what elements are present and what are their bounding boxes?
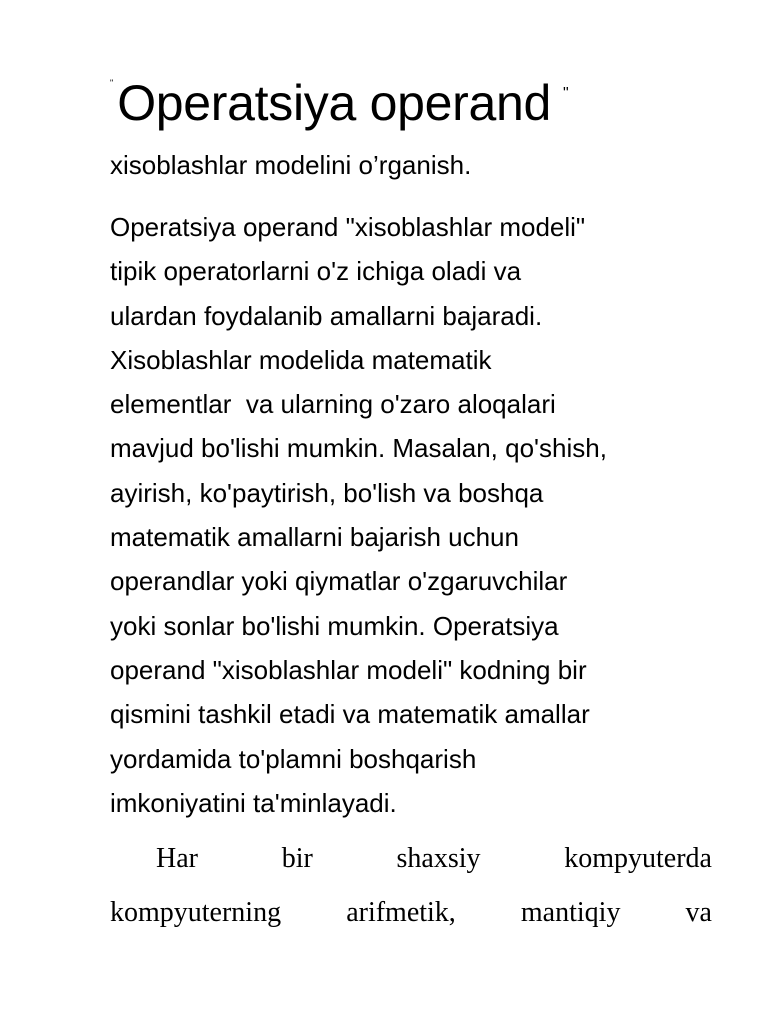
word: shaxsiy [396,843,481,874]
paragraph-line: operand "xisoblashlar modeli" kodning bir [110,654,587,685]
word: Har [156,843,198,874]
title-main: Operatsiya operand [117,75,551,131]
paragraph-line: elementlar va ularning o'zaro aloqalari [110,389,556,420]
paragraph-line: Operatsiya operand "xisoblashlar modeli" [110,212,586,242]
paragraph-line: ulardan foydalanib amallarni bajaradi. [110,300,543,331]
paragraph-line: Xisoblashlar modelida matematik [110,344,492,375]
paragraph-line: qismini tashkil etadi va matematik amallar [110,699,590,730]
paragraph-line: matematik amallarni bajarish uchun [110,522,519,553]
page-subtitle: xisoblashlar modelini o’rganish. [110,150,472,180]
justified-line [110,886,712,940]
paragraph-line: ayirish, ko'paytirish, bo'lish va boshqa [110,477,544,508]
justified-paragraph [110,832,712,940]
paragraph-line: yordamida to'plamni boshqarish [110,743,477,774]
justified-line [110,832,712,886]
title-open-quote: " [110,78,114,88]
title-close-quote: " [562,85,569,102]
word: bir [281,843,313,874]
paragraph-line: tipik operatorlarni o'z ichiga oladi va [110,256,522,287]
word: kompyuterning [110,897,282,928]
body-paragraph [110,205,720,825]
page-title [110,75,720,131]
word: kompyuterda [564,843,712,874]
paragraph-line: operandlar yoki qiymatlar o'zgaruvchilar [110,566,568,597]
paragraph-line: mavjud bo'lishi mumkin. Masalan, qo'shish, [110,433,607,464]
word: va [685,897,712,928]
word: arifmetik, [346,897,456,928]
paragraph-line: yoki sonlar bo'lishi mumkin. Operatsiya [110,610,559,641]
word: mantiqiy [520,897,621,928]
paragraph-line: imkoniyatini ta'minlayadi. [110,787,397,818]
